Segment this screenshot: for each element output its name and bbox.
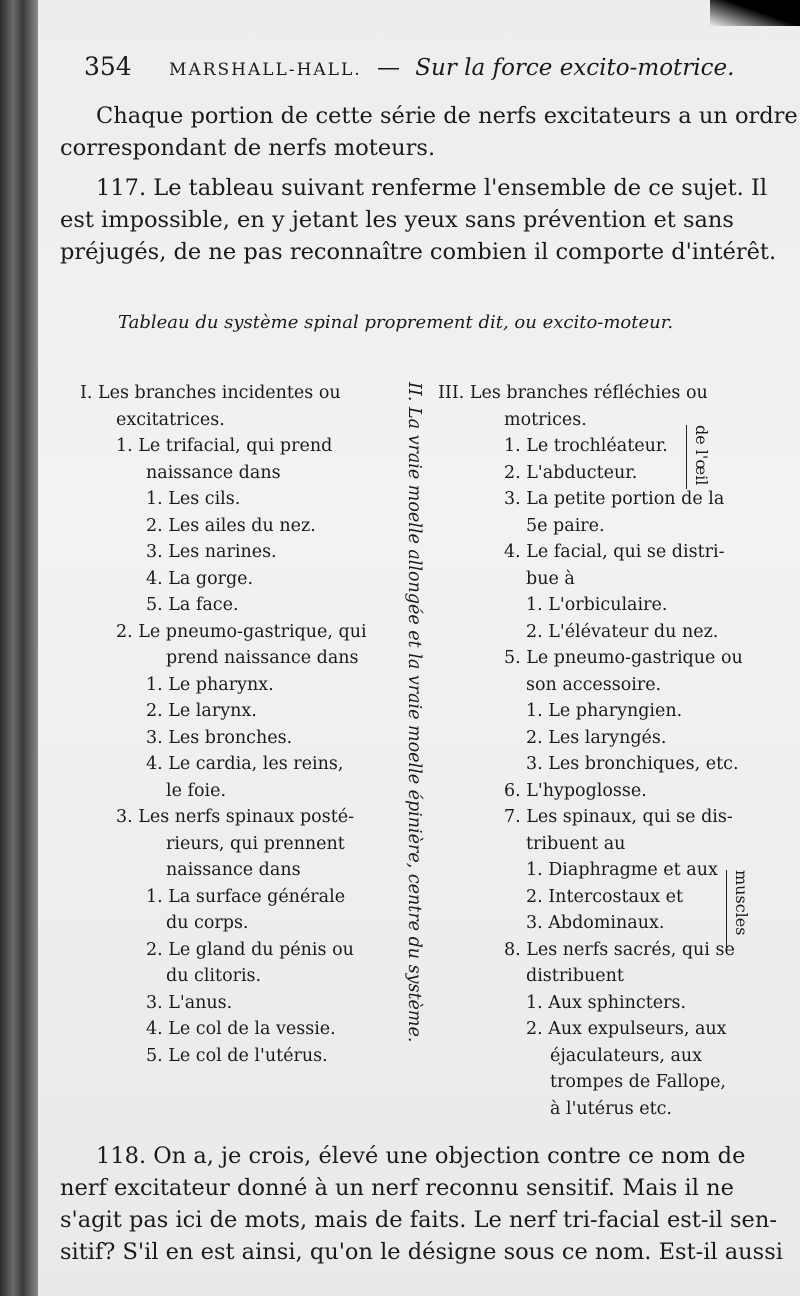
table-line: 2. Les ailes du nez. <box>146 515 316 536</box>
page-number: 354 <box>84 52 132 81</box>
text-line: nerf excitateur donné à un nerf reconnu sensitif. Mais il ne <box>60 1175 734 1201</box>
table-line: 4. Le facial, qui se distri- <box>504 542 725 562</box>
table-line: 1. Diaphragme et aux <box>526 860 718 880</box>
table-line: bue à <box>526 568 575 589</box>
table-line: 2. Les laryngés. <box>526 727 667 748</box>
table-line: 1. Le trochléateur. <box>504 436 668 456</box>
text-line: Chaque portion de cette série de nerfs excitateurs a un ordre <box>96 103 798 129</box>
table-line: 1. Le pharyngien. <box>526 701 683 721</box>
text-line: correspondant de nerfs moteurs. <box>60 135 436 161</box>
text-line: 117. Le tableau suivant renferme l'ensemble de ce sujet. Il <box>96 175 768 201</box>
table-line: du corps. <box>166 913 249 933</box>
table-line: éjaculateurs, aux <box>550 1045 703 1066</box>
table-right-column <box>438 380 768 1122</box>
text-line: s'agit pas ici de mots, mais de faits. Le nerf tri-facial est-il sen- <box>60 1207 777 1233</box>
table-line: 2. Le pneumo-gastrique, qui <box>116 621 367 642</box>
table-line: motrices. <box>504 409 587 430</box>
table-line: 1. Le pharynx. <box>146 674 274 695</box>
book-page <box>38 0 800 1296</box>
table-line: 2. Intercostaux et <box>526 886 684 907</box>
page-corner-shadow <box>710 0 800 26</box>
bracket-eye-label: de l'œil <box>692 425 711 486</box>
table-line: rieurs, qui prennent <box>166 833 345 854</box>
table-line: trompes de Fallope, <box>550 1072 726 1092</box>
running-head: MARSHALL-HALL. <box>169 60 362 80</box>
text-line: préjugés, de ne pas reconnaître combien il comporte d'intérêt. <box>60 239 777 265</box>
text-line: 118. On a, je crois, élevé une objection contre ce nom de <box>96 1143 746 1169</box>
table-line: excitatrices. <box>116 409 225 430</box>
table-line: 2. L'abducteur. <box>504 462 638 483</box>
table-line: distribuent <box>526 966 624 986</box>
table-line: le foie. <box>166 780 227 801</box>
table-line: 2. Le gland du pénis ou <box>146 939 354 960</box>
page-header <box>84 52 744 84</box>
table-line: tribuent au <box>526 833 626 854</box>
table-left-column <box>80 380 380 1069</box>
table-line: 1. Les cils. <box>146 489 241 509</box>
table-line: naissance dans <box>146 462 281 483</box>
table-line: du clitoris. <box>166 966 262 986</box>
table-line: 1. Le trifacial, qui prend <box>116 436 333 456</box>
table-line: 4. Le col de la vessie. <box>146 1019 336 1039</box>
paragraph-118 <box>60 1140 783 1268</box>
table-line: 2. Aux expulseurs, aux <box>526 1019 727 1039</box>
table-line: 3. Abdominaux. <box>526 913 665 933</box>
table-line: 3. La petite portion de la <box>504 489 725 509</box>
table-line: 4. Le cardia, les reins, <box>146 754 344 774</box>
table-line: 3. Les narines. <box>146 542 277 562</box>
text-line: sitif? S'il en est ainsi, qu'on le désigne sous ce nom. Est-il aussi <box>60 1239 783 1265</box>
table-line: 6. L'hypoglosse. <box>504 780 647 801</box>
bracket-muscles-label: muscles <box>732 870 751 936</box>
table-line: 3. Les bronches. <box>146 727 293 748</box>
table-line: 2. L'élévateur du nez. <box>526 621 719 642</box>
table-line: 5e paire. <box>526 515 605 536</box>
table-line: 3. L'anus. <box>146 992 233 1013</box>
paragraph-1 <box>60 100 798 164</box>
table-line: 5. La face. <box>146 595 239 615</box>
running-title: Sur la force excito-motrice. <box>415 55 735 81</box>
table-line: 4. La gorge. <box>146 568 254 589</box>
table-line: à l'utérus etc. <box>550 1098 672 1119</box>
table-line: naissance dans <box>166 860 301 880</box>
paragraph-117 <box>60 172 777 268</box>
table-line: 3. Les bronchiques, etc. <box>526 754 739 774</box>
table-line: 3. Les nerfs spinaux posté- <box>116 807 355 827</box>
table-vertical-label: II. La vraie moelle allongée et la vraie moelle épinière, centre du système. <box>404 382 424 1043</box>
table-line: 7. Les spinaux, qui se dis- <box>504 807 733 827</box>
table-line: 1. La surface générale <box>146 886 346 907</box>
table-line: III. Les branches réfléchies ou <box>438 383 708 403</box>
table-line: 5. Le pneumo-gastrique ou <box>504 648 743 668</box>
table-line: I. Les branches incidentes ou <box>80 383 341 403</box>
table-line: 8. Les nerfs sacrés, qui se <box>504 939 735 960</box>
table-line: 5. Le col de l'utérus. <box>146 1045 328 1066</box>
table-line: 2. Le larynx. <box>146 701 257 721</box>
table-line: son accessoire. <box>526 674 662 695</box>
text-line: est impossible, en y jetant les yeux sans prévention et sans <box>60 207 734 233</box>
table-line: prend naissance dans <box>166 648 359 668</box>
header-dash: — <box>376 55 400 81</box>
book-binding <box>0 0 38 1296</box>
table-line: 1. Aux sphincters. <box>526 992 687 1013</box>
table-line: 1. L'orbiculaire. <box>526 595 668 615</box>
table-title: Tableau du système spinal proprement dit, ou excito-moteur. <box>118 312 674 333</box>
